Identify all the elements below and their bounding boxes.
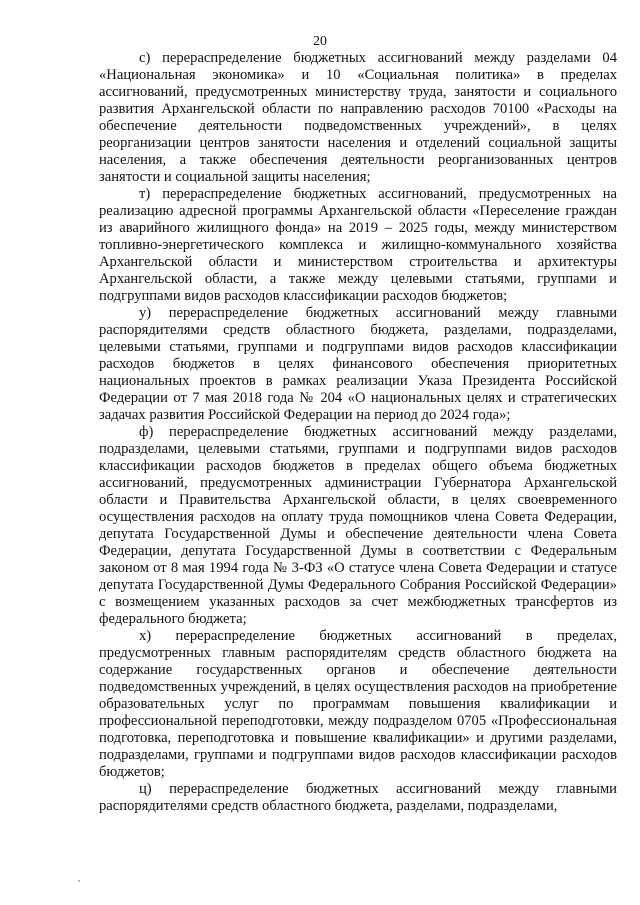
scan-artifact-dot — [78, 880, 80, 882]
document-body — [99, 50, 617, 815]
paragraph-u: у) перераспределение бюджетных ассигнований между главными распорядителями средств областного бюджета, разделами, подразделами, целевыми статьями, группами и подгруппами видов расходов классификации расходов бюджетов в целях финансового обеспечения приоритетных национальных проектов в рамках реализации Указа Президента Российской Федерации от 7 мая 2018 года № 204 «О национальных целях и стратегических задачах развития Российской Федерации на период до 2024 года»; — [99, 305, 617, 423]
paragraph-f: ф) перераспределение бюджетных ассигнований между разделами, подразделами, целевыми статьями, группами и подгруппами видов расходов классификации расходов бюджетов в пределах общего объема бюджетных ассигнований, предусмотренных администрации Губернатора Архангельской области и Правительства Архангельской области, в целях своевременного осуществления расходов на оплату труда помощников члена Совета Федерации, депутата Государственной Думы и обеспечение деятельности члена Совета Федерации, депутата Государственной Думы в соответствии с Федеральным законом от 8 мая 1994 года № 3-ФЗ «О статусе члена Совета Федерации и статусе депутата Государственной Думы Федерального Собрания Российской Федерации» с возмещением указанных расходов за счет межбюджетных трансфертов из федерального бюджета; — [99, 424, 617, 627]
paragraph-t: т) перераспределение бюджетных ассигнований, предусмотренных на реализацию адресной программы Архангельской области «Переселение граждан из аварийного жилищного фонда» на 2019 – 2025 годы, между министерством топливно-энергетического комплекса и жилищно-коммунального хозяйства Архангельской области и министерством строительства и архитектуры Архангельской области, а также между целевыми статьями, группами и подгруппами видов расходов классификации расходов бюджетов; — [99, 186, 617, 304]
paragraph-kh: х) перераспределение бюджетных ассигнований в пределах, предусмотренных главным распорядителям средств областного бюджета на содержание государственных органов и обеспечение деятельности подведомственных учреждений, в целях осуществления расходов на приобретение образовательных услуг по программам повышения квалификации и профессиональной переподготовки, между подразделом 0705 «Профессиональная подготовка, переподготовка и повышение квалификации» и другими разделами, подразделами, группами и подгруппами видов расходов классификации расходов бюджетов; — [99, 628, 617, 780]
paragraph-ts: ц) перераспределение бюджетных ассигнований между главными распорядителями средств областного бюджета, разделами, подразделами, — [99, 781, 617, 814]
paragraph-s: с) перераспределение бюджетных ассигнований между разделами 04 «Национальная экономика» и 10 «Социальная политика» в пределах ассигнований, предусмотренных министерству труда, занятости и социального развития Архангельской области по направлению расходов 70100 «Расходы на обеспечение деятельности подведомственных учреждений», в целях реорганизации центров занятости населения и отделений социальной защиты населения, а также обеспечения деятельности реорганизованных центров занятости и социальной защиты населения; — [99, 50, 617, 185]
page-number: 20 — [313, 34, 327, 49]
